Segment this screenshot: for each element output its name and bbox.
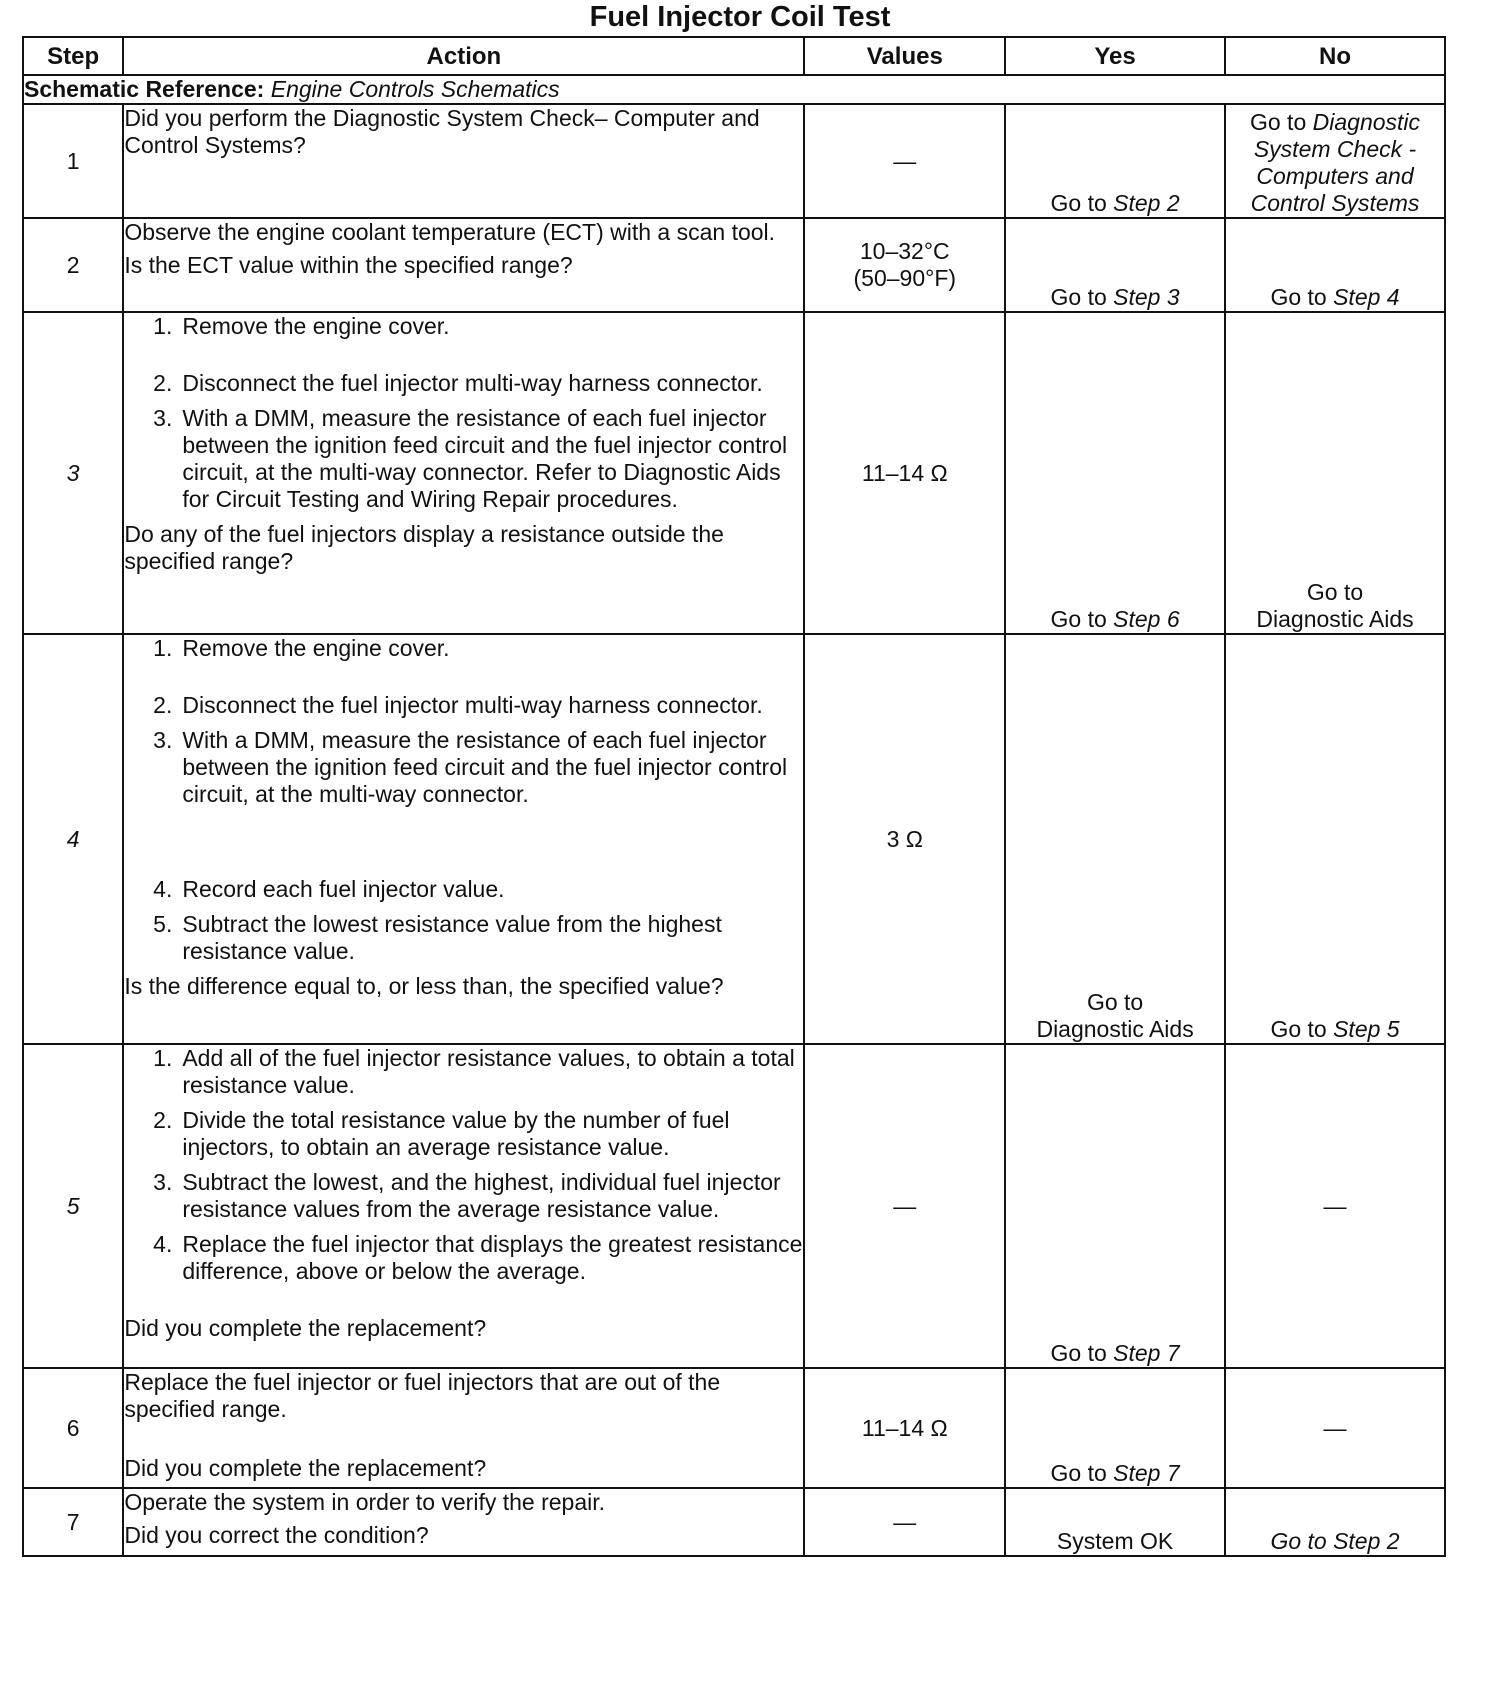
action-text: Replace the fuel injector or fuel injectors that are out of the specified range. [124, 1369, 721, 1422]
step-number: 5 [23, 1044, 123, 1368]
table-row [23, 312, 1445, 634]
value-cell: — [804, 104, 1005, 218]
no-link[interactable]: Step 5 [1333, 1016, 1400, 1042]
list-item: 2. Disconnect the fuel injector multi-way harness connector. [153, 370, 763, 396]
list-item: 5. Subtract the lowest resistance value from the highest resistance value. [153, 911, 722, 964]
list-item: 1. Add all of the fuel injector resistance values, to obtain a total resistance value. [153, 1045, 795, 1098]
list-item: 3. With a DMM, measure the resistance of each fuel injector between the ignition feed circuit and the fuel injector control circuit, at the multi-way connector. Refer to Diagnostic Aids for Circuit Testing and Wiring Repair procedures. [153, 405, 788, 512]
table-row [23, 104, 1445, 218]
action-question: Is the difference equal to, or less than, the specified value? [124, 973, 724, 999]
step-number: 3 [23, 312, 123, 634]
header-no: No [1225, 37, 1445, 75]
value-line-2: (50–90°F) [853, 265, 957, 291]
yes-prefix: Go to [1050, 190, 1107, 216]
action-text: Did you perform the Diagnostic System Check– Computer and Control Systems? [124, 105, 760, 158]
table-row [23, 1044, 1445, 1368]
yes-cell [1005, 634, 1225, 1044]
yes-cell [1005, 104, 1225, 218]
action-cell [123, 218, 804, 312]
step-number: 1 [23, 104, 123, 218]
diagnostic-table [22, 36, 1446, 1557]
value-cell: 11–14 Ω [804, 312, 1005, 634]
yes-link[interactable]: Step 2 [1113, 190, 1180, 216]
value-line-1: 10–32°C [859, 238, 950, 264]
yes-cell [1005, 218, 1225, 312]
yes-cell [1005, 1368, 1225, 1488]
value-cell: — [804, 1044, 1005, 1368]
header-action: Action [123, 37, 804, 75]
no-cell [1225, 312, 1445, 634]
header-step: Step [23, 37, 123, 75]
value-cell [804, 218, 1005, 312]
yes-line-1: Go to [1086, 989, 1144, 1015]
step-number: 2 [23, 218, 123, 312]
yes-link[interactable]: Step 7 [1113, 1340, 1180, 1366]
list-item: 4. Record each fuel injector value. [153, 876, 505, 902]
no-cell [1225, 634, 1445, 1044]
action-cell [123, 634, 804, 1044]
step-number: 4 [23, 634, 123, 1044]
page-title: Fuel Injector Coil Test [589, 1, 891, 33]
yes-prefix: Go to [1050, 1340, 1107, 1366]
yes-link[interactable]: Diagnostic Aids [1036, 1016, 1194, 1042]
yes-cell [1005, 1044, 1225, 1368]
action-question: Did you complete the replacement? [124, 1315, 487, 1341]
action-question: Do any of the fuel injectors display a resistance outside the specified range? [124, 521, 724, 574]
schematic-reference [23, 75, 1445, 104]
yes-cell: System OK [1005, 1488, 1225, 1556]
table-row [23, 218, 1445, 312]
no-link[interactable]: Go to Step 2 [1225, 1488, 1445, 1556]
table-row [23, 634, 1445, 1044]
header-yes: Yes [1005, 37, 1225, 75]
action-text: Operate the system in order to verify the repair. [124, 1489, 606, 1515]
no-line-1: Go to [1306, 579, 1364, 605]
value-cell: 11–14 Ω [804, 1368, 1005, 1488]
list-item: 3. With a DMM, measure the resistance of each fuel injector between the ignition feed circuit and the fuel injector control circuit, at the multi-way connector. [153, 727, 788, 807]
step-number: 6 [23, 1368, 123, 1488]
action-text: Observe the engine coolant temperature (ECT) with a scan tool. [124, 219, 776, 245]
action-cell [123, 312, 804, 634]
action-question: Did you complete the replacement? [124, 1455, 487, 1481]
schematic-label: Schematic Reference: [24, 76, 265, 102]
list-item: 2. Divide the total resistance value by the number of fuel injectors, to obtain an average resistance value. [153, 1107, 730, 1160]
action-steps [124, 635, 803, 965]
schematic-link[interactable]: Engine Controls Schematics [270, 76, 560, 102]
action-question: Is the ECT value within the specified range? [124, 252, 573, 278]
yes-cell [1005, 312, 1225, 634]
yes-prefix: Go to [1050, 1460, 1107, 1486]
yes-prefix: Go to [1050, 284, 1107, 310]
no-cell: — [1225, 1044, 1445, 1368]
no-cell [1225, 104, 1445, 218]
yes-link[interactable]: Step 6 [1113, 606, 1180, 632]
no-link[interactable]: Diagnostic Aids [1256, 606, 1414, 632]
table-row [23, 1488, 1445, 1556]
no-prefix: Go to [1270, 284, 1327, 310]
value-cell: 3 Ω [804, 634, 1005, 1044]
no-cell: — [1225, 1368, 1445, 1488]
list-item: 3. Subtract the lowest, and the highest, individual fuel injector resistance values from the average resistance value. [153, 1169, 781, 1222]
list-item: 4. Replace the fuel injector that displays the greatest resistance difference, above or below the average. [153, 1231, 803, 1284]
action-cell [123, 1488, 804, 1556]
header-row [23, 37, 1445, 75]
list-item: 2. Disconnect the fuel injector multi-way harness connector. [153, 692, 763, 718]
header-values: Values [804, 37, 1005, 75]
yes-prefix: Go to [1050, 606, 1107, 632]
action-cell [123, 1368, 804, 1488]
table-row [23, 1368, 1445, 1488]
action-steps [124, 1045, 803, 1285]
schematic-row [23, 75, 1445, 104]
step-number: 7 [23, 1488, 123, 1556]
value-cell: — [804, 1488, 1005, 1556]
action-cell [123, 1044, 804, 1368]
action-question: Did you correct the condition? [124, 1522, 429, 1548]
no-prefix: Go to [1270, 1016, 1327, 1042]
no-cell [1225, 218, 1445, 312]
list-item: 1. Remove the engine cover. [153, 313, 450, 339]
no-link[interactable]: Diagnostic System Check - Computers and Control Systems [1250, 109, 1421, 216]
yes-link[interactable]: Step 3 [1113, 284, 1180, 310]
action-steps [124, 313, 803, 513]
yes-link[interactable]: Step 7 [1113, 1460, 1180, 1486]
no-prefix: Go to [1249, 109, 1307, 135]
action-cell [123, 104, 804, 218]
list-item: 1. Remove the engine cover. [153, 635, 450, 661]
no-link[interactable]: Step 4 [1333, 284, 1400, 310]
